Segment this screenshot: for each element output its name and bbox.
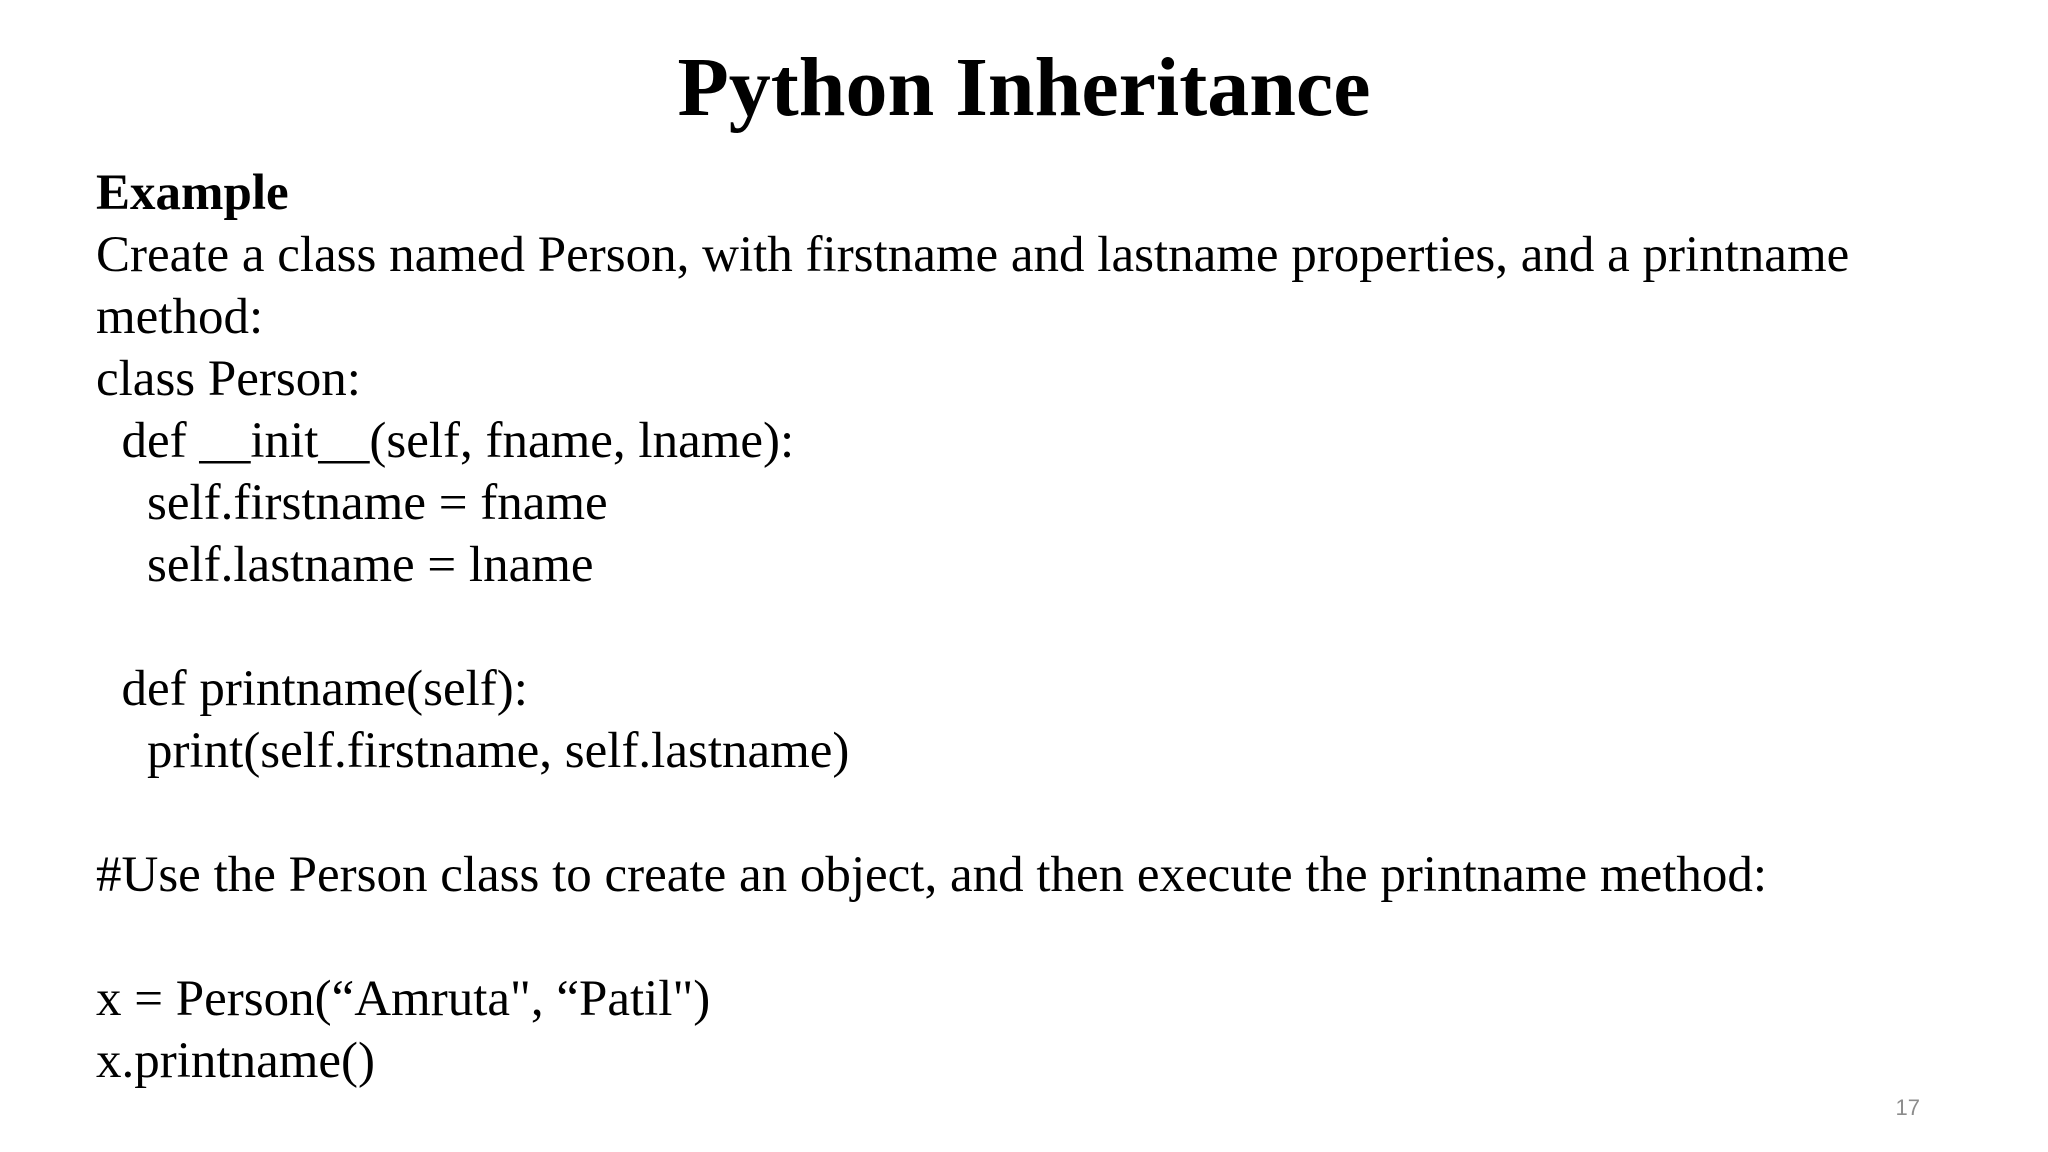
blank-line [96,596,1976,658]
slide-title: Python Inheritance [677,41,1371,134]
example-heading: Example [96,165,289,221]
code-line: print(self.firstname, self.lastname) [96,723,850,779]
code-line: self.firstname = fname [96,475,608,531]
description-line: method: [96,289,264,345]
description-line: Create a class named Person, with firstname and lastname properties, and a printname [96,227,1850,283]
code-line: def printname(self): [96,661,528,717]
code-line: x.printname() [96,1033,375,1089]
blank-line [96,782,1976,844]
code-comment: #Use the Person class to create an object, and then execute the printname method: [96,847,1768,903]
slide-content [96,162,1976,1092]
blank-line [96,906,1976,968]
code-line: def __init__(self, fname, lname): [96,413,795,469]
code-line: x = Person(“Amruta", “Patil") [96,971,711,1027]
slide-number: 17 [1895,1095,1920,1120]
code-line: self.lastname = lname [96,537,594,593]
code-line: class Person: [96,351,361,407]
